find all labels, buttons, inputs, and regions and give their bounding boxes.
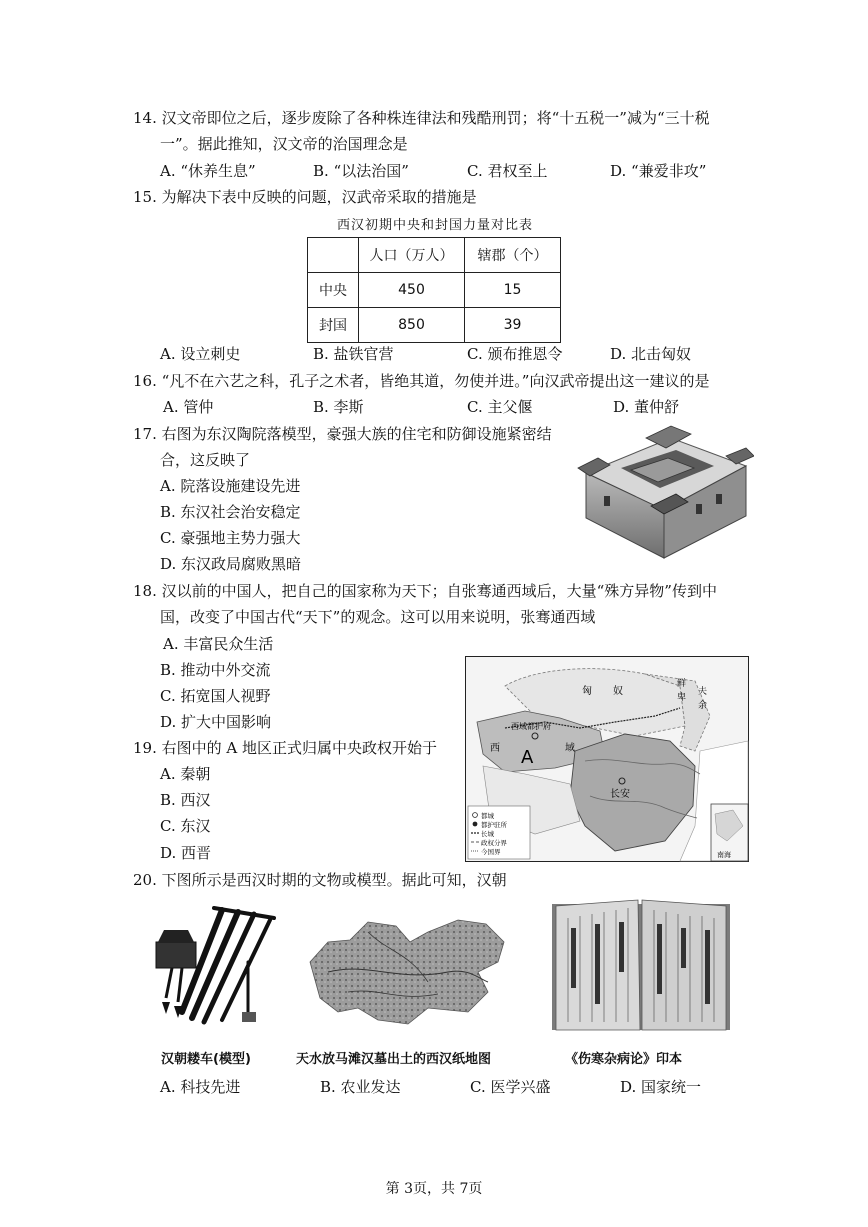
map-legend-item: 长城 — [481, 830, 494, 838]
q15-option-d: D. 北击匈奴 — [610, 345, 692, 363]
caption-book: 《伤寒杂病论》印本 — [565, 1052, 683, 1067]
table-header-cell: 人口（万人） — [359, 238, 465, 273]
q18-option-b: B. 推动中外交流 — [160, 661, 271, 679]
paper-map-image — [308, 912, 508, 1028]
caption-seed-drill: 汉朝耧车(模型) — [161, 1052, 251, 1067]
map-label-yu: 域 — [565, 743, 575, 754]
q14-option-d: D. “兼爱非攻” — [610, 162, 707, 180]
table-cell: 39 — [465, 308, 561, 343]
q17-stem-line2: 合，这反映了 — [160, 451, 251, 469]
map-label-fuyu: 余 — [698, 701, 708, 711]
pottery-courtyard-model-image — [576, 418, 754, 566]
table-header-cell: 辖郡（个） — [465, 238, 561, 273]
map-label-changan: 长安 — [610, 789, 630, 800]
map-legend-item: 今国界 — [481, 848, 501, 856]
q16-option-b: B. 李斯 — [313, 398, 364, 416]
q16-option-d: D. 董仲舒 — [613, 398, 680, 416]
map-label-xianbei: 卑 — [677, 693, 687, 703]
table-cell: 封国 — [308, 308, 359, 343]
seed-drill-model-image — [152, 902, 282, 1032]
q18-option-c: C. 拓宽国人视野 — [160, 687, 271, 705]
q15-table-title: 西汉初期中央和封国力量对比表 — [336, 218, 533, 233]
q16-option-a: A. 管仲 — [163, 398, 214, 416]
q20-option-b: B. 农业发达 — [320, 1078, 401, 1096]
q15-comparison-table — [307, 237, 561, 343]
q14-stem-line1: 14. 汉文帝即位之后，逐步废除了各种株连律法和残酷刑罚；将“十五税一”减为“三十税 — [133, 109, 710, 127]
q17-option-a: A. 院落设施建设先进 — [160, 477, 301, 495]
q14-stem-line2: 一”。据此推知，汉文帝的治国理念是 — [160, 135, 408, 153]
q18-stem-line1: 18. 汉以前的中国人，把自己的国家称为天下；自张骞通西域后，大量“殊方异物”传到中 — [133, 582, 717, 600]
table-header-row — [308, 238, 561, 273]
map-label-region-a: A — [521, 747, 534, 768]
page-footer: 第 3页，共 7页 — [385, 1181, 483, 1197]
q19-option-d: D. 西晋 — [160, 844, 212, 862]
q15-option-a: A. 设立刺史 — [160, 345, 241, 363]
q20-stem: 20. 下图所示是西汉时期的文物或模型。据此可知，汉朝 — [133, 871, 507, 889]
table-header-cell — [308, 238, 359, 273]
q15-option-c: C. 颁布推恩令 — [467, 345, 563, 363]
map-label-xiongnu: 匈 — [582, 686, 592, 697]
table-cell: 15 — [465, 273, 561, 308]
q20-option-d: D. 国家统一 — [620, 1078, 702, 1096]
map-legend-item: 都城 — [481, 812, 494, 820]
western-han-map — [465, 656, 749, 862]
q14-option-b: B. “以法治国” — [313, 162, 409, 180]
map-label-xianbei: 鲜 — [677, 679, 687, 689]
q16-stem: 16. “凡不在六艺之科，孔子之术者，皆绝其道，勿使并进。”向汉武帝提出这一建议的是 — [133, 372, 710, 390]
table-cell: 450 — [359, 273, 465, 308]
q17-option-c: C. 豪强地主势力强大 — [160, 529, 301, 547]
table-row — [308, 308, 561, 343]
q18-option-a: A. 丰富民众生活 — [163, 635, 274, 653]
q16-option-c: C. 主父偃 — [467, 398, 533, 416]
q19-option-c: C. 东汉 — [160, 817, 211, 835]
map-legend-item: 政权分界 — [481, 839, 507, 847]
q15-stem: 15. 为解决下表中反映的问题，汉武帝采取的措施是 — [133, 188, 477, 206]
table-row — [308, 273, 561, 308]
q17-stem-line1: 17. 右图为东汉陶院落模型，豪强大族的住宅和防御设施紧密结 — [133, 425, 552, 443]
map-label-fuyu: 夫 — [698, 687, 708, 697]
q18-option-d: D. 扩大中国影响 — [160, 713, 272, 731]
q14-option-a: A. “休养生息” — [160, 162, 256, 180]
q19-option-b: B. 西汉 — [160, 791, 211, 809]
table-cell: 中央 — [308, 273, 359, 308]
q20-option-c: C. 医学兴盛 — [470, 1078, 551, 1096]
q15-option-b: B. 盐铁官营 — [313, 345, 394, 363]
map-inset-label-nanhai: 南海 — [717, 851, 731, 859]
map-legend-item: 都护驻所 — [481, 821, 507, 829]
q18-stem-line2: 国，改变了中国古代“天下”的观念。这可以用来说明，张骞通西域 — [160, 608, 596, 626]
map-label-duhufu: 西域都护府 — [511, 722, 551, 731]
q19-option-a: A. 秦朝 — [160, 765, 211, 783]
shanghan-book-image — [552, 898, 730, 1034]
map-label-xiongnu: 奴 — [613, 686, 623, 697]
caption-paper-map: 天水放马滩汉墓出土的西汉纸地图 — [296, 1052, 492, 1067]
q20-option-a: A. 科技先进 — [160, 1078, 241, 1096]
q14-option-c: C. 君权至上 — [467, 162, 548, 180]
q19-stem: 19. 右图中的 A 地区正式归属中央政权开始于 — [133, 739, 437, 757]
q17-option-d: D. 东汉政局腐败黑暗 — [160, 555, 302, 573]
table-cell: 850 — [359, 308, 465, 343]
map-label-xi: 西 — [490, 743, 500, 754]
q17-option-b: B. 东汉社会治安稳定 — [160, 503, 301, 521]
